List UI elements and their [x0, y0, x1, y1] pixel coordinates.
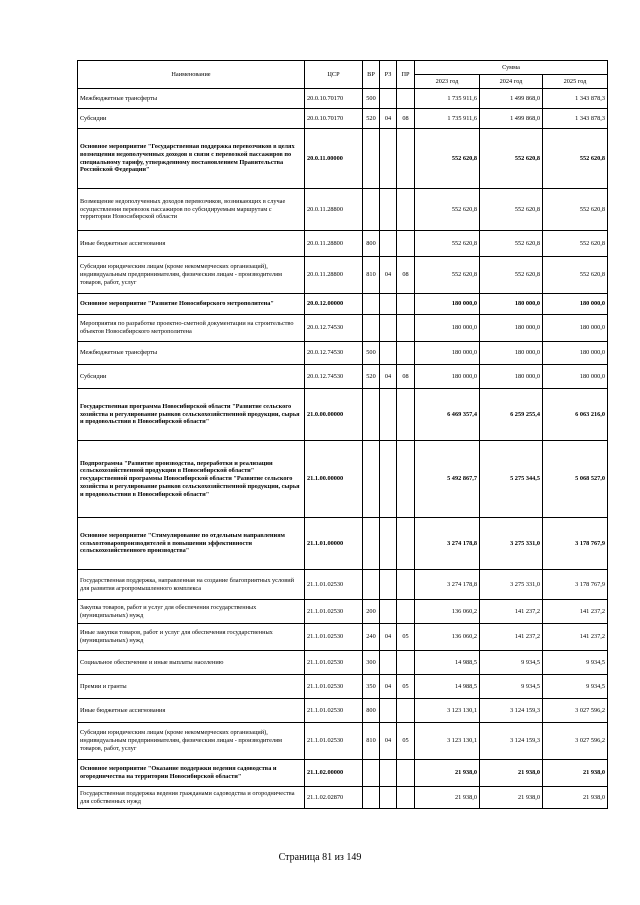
- budget-table: [77, 60, 608, 809]
- cell-sum-2024: 5 275 344,5: [480, 441, 543, 518]
- cell-csr: 20.0.11.28800: [305, 257, 363, 294]
- cell-sum-2024: 3 124 159,3: [480, 723, 543, 760]
- cell-vr: [363, 389, 380, 441]
- cell-pr: [397, 342, 415, 365]
- cell-rz: [380, 389, 397, 441]
- cell-sum-2024: 552 620,8: [480, 129, 543, 189]
- cell-sum-2025: 1 343 878,3: [543, 109, 608, 129]
- cell-vr: 810: [363, 723, 380, 760]
- cell-name: Государственная программа Новосибирской области "Развитие сельского хозяйства и регулирование рынков сельскохозяйственной продукции, сырья и продовольствия в Новосибирской области": [78, 389, 305, 441]
- table-row: [78, 723, 608, 760]
- cell-name: Премии и гранты: [78, 675, 305, 699]
- cell-pr: [397, 600, 415, 624]
- cell-vr: [363, 129, 380, 189]
- header-rz: РЗ: [380, 61, 397, 89]
- cell-vr: [363, 294, 380, 315]
- cell-csr: 20.0.10.70170: [305, 89, 363, 109]
- cell-vr: 500: [363, 89, 380, 109]
- cell-name: Иные бюджетные ассигнования: [78, 231, 305, 257]
- page-number: Страница 81 из 149: [278, 852, 362, 863]
- cell-name: Субсидии: [78, 365, 305, 389]
- cell-rz: [380, 231, 397, 257]
- cell-sum-2025: 552 620,8: [543, 189, 608, 231]
- cell-pr: [397, 760, 415, 787]
- cell-sum-2023: 3 123 130,1: [415, 699, 480, 723]
- table-row: [78, 231, 608, 257]
- cell-sum-2025: 552 620,8: [543, 257, 608, 294]
- table-body: [78, 89, 608, 809]
- cell-vr: 800: [363, 231, 380, 257]
- table-row: [78, 699, 608, 723]
- cell-name: Межбюджетные трансферты: [78, 89, 305, 109]
- cell-sum-2023: 180 000,0: [415, 315, 480, 342]
- cell-sum-2024: 3 124 159,3: [480, 699, 543, 723]
- cell-vr: 200: [363, 600, 380, 624]
- cell-rz: [380, 570, 397, 600]
- cell-vr: 810: [363, 257, 380, 294]
- cell-csr: 21.1.01.02530: [305, 723, 363, 760]
- cell-sum-2024: 141 237,2: [480, 600, 543, 624]
- cell-vr: 350: [363, 675, 380, 699]
- cell-sum-2025: 180 000,0: [543, 294, 608, 315]
- cell-sum-2025: 552 620,8: [543, 129, 608, 189]
- cell-vr: 800: [363, 699, 380, 723]
- cell-name: Межбюджетные трансферты: [78, 342, 305, 365]
- cell-csr: 20.0.11.00000: [305, 129, 363, 189]
- cell-csr: 20.0.12.00000: [305, 294, 363, 315]
- table-row: [78, 294, 608, 315]
- table-row: [78, 315, 608, 342]
- cell-csr: 20.0.12.74530: [305, 315, 363, 342]
- cell-rz: [380, 651, 397, 675]
- cell-vr: [363, 518, 380, 570]
- header-sum: Сумма: [415, 61, 608, 75]
- cell-sum-2023: 14 988,5: [415, 651, 480, 675]
- cell-name: Социальное обеспечение и иные выплаты населению: [78, 651, 305, 675]
- cell-vr: [363, 570, 380, 600]
- cell-sum-2024: 3 275 331,0: [480, 570, 543, 600]
- cell-vr: [363, 760, 380, 787]
- cell-sum-2023: 136 060,2: [415, 600, 480, 624]
- cell-rz: [380, 315, 397, 342]
- cell-sum-2024: 1 499 868,0: [480, 109, 543, 129]
- cell-vr: [363, 189, 380, 231]
- cell-pr: [397, 570, 415, 600]
- cell-name: Субсидии юридическим лицам (кроме некоммерческих организаций), индивидуальным предпринимателям, физическим лицам - производителям товаров, работ, услуг: [78, 723, 305, 760]
- cell-csr: 20.0.11.28800: [305, 231, 363, 257]
- cell-name: Основное мероприятие "Государственная поддержка перевозчиков в целях возмещения недополученных доходов в связи с перевозкой пассажиров по специальному тарифу, утвержденному постановлением Правительства Российской Федерации": [78, 129, 305, 189]
- cell-sum-2025: 1 343 878,3: [543, 89, 608, 109]
- cell-sum-2024: 9 934,5: [480, 651, 543, 675]
- cell-rz: 04: [380, 624, 397, 651]
- cell-sum-2024: 180 000,0: [480, 294, 543, 315]
- cell-sum-2025: 3 178 767,9: [543, 570, 608, 600]
- cell-rz: [380, 342, 397, 365]
- cell-sum-2024: 6 259 255,4: [480, 389, 543, 441]
- cell-pr: [397, 231, 415, 257]
- cell-pr: 05: [397, 624, 415, 651]
- cell-csr: 20.0.10.70170: [305, 109, 363, 129]
- cell-vr: 520: [363, 365, 380, 389]
- cell-pr: [397, 518, 415, 570]
- cell-sum-2025: 9 934,5: [543, 651, 608, 675]
- table-row: [78, 257, 608, 294]
- table-row: [78, 342, 608, 365]
- cell-pr: 05: [397, 675, 415, 699]
- cell-sum-2025: 180 000,0: [543, 342, 608, 365]
- cell-pr: 08: [397, 365, 415, 389]
- table-row: [78, 787, 608, 809]
- cell-rz: [380, 518, 397, 570]
- cell-sum-2025: 5 068 527,0: [543, 441, 608, 518]
- cell-csr: 21.1.01.02530: [305, 699, 363, 723]
- cell-sum-2024: 552 620,8: [480, 231, 543, 257]
- cell-name: Государственная поддержка, направленная на создание благоприятных условий для развития агропромышленного комплекса: [78, 570, 305, 600]
- cell-name: Основное мероприятие "Развитие Новосибирского метрополитена": [78, 294, 305, 315]
- cell-sum-2023: 3 123 130,1: [415, 723, 480, 760]
- cell-name: Субсидии юридическим лицам (кроме некоммерческих организаций), индивидуальным предпринимателям, физическим лицам - производителям товаров, работ, услуг: [78, 257, 305, 294]
- table-row: [78, 389, 608, 441]
- header-year-2023: 2023 год: [415, 75, 480, 89]
- cell-sum-2023: 552 620,8: [415, 257, 480, 294]
- cell-name: Мероприятия по разработке проектно-сметной документации на строительство объектов Новосибирского метрополитена: [78, 315, 305, 342]
- cell-sum-2024: 9 934,5: [480, 675, 543, 699]
- cell-pr: [397, 699, 415, 723]
- table-row: [78, 365, 608, 389]
- cell-name: Возмещение недополученных доходов перевозчиков, возникающих в случае осуществления перевозок пассажиров по субсидируемым маршрутам с территории Новосибирской области: [78, 189, 305, 231]
- cell-sum-2023: 6 469 357,4: [415, 389, 480, 441]
- cell-sum-2023: 1 735 911,6: [415, 109, 480, 129]
- cell-sum-2024: 141 237,2: [480, 624, 543, 651]
- cell-sum-2023: 14 988,5: [415, 675, 480, 699]
- table-row: [78, 600, 608, 624]
- cell-vr: [363, 787, 380, 809]
- cell-sum-2023: 552 620,8: [415, 189, 480, 231]
- cell-name: Государственная поддержка ведения гражданами садоводства и огородничества для собственных нужд: [78, 787, 305, 809]
- table-row: [78, 129, 608, 189]
- cell-pr: 08: [397, 109, 415, 129]
- table-row: [78, 109, 608, 129]
- cell-csr: 21.1.02.02870: [305, 787, 363, 809]
- cell-csr: 21.1.01.02530: [305, 600, 363, 624]
- cell-csr: 21.1.01.02530: [305, 651, 363, 675]
- cell-rz: [380, 294, 397, 315]
- cell-sum-2025: 141 237,2: [543, 624, 608, 651]
- cell-sum-2024: 552 620,8: [480, 189, 543, 231]
- table-row: [78, 441, 608, 518]
- cell-vr: 240: [363, 624, 380, 651]
- cell-sum-2024: 180 000,0: [480, 365, 543, 389]
- cell-sum-2024: 21 938,0: [480, 760, 543, 787]
- cell-rz: 04: [380, 257, 397, 294]
- cell-sum-2025: 141 237,2: [543, 600, 608, 624]
- cell-csr: 21.0.00.00000: [305, 389, 363, 441]
- cell-sum-2025: 180 000,0: [543, 365, 608, 389]
- cell-rz: 04: [380, 109, 397, 129]
- cell-rz: [380, 129, 397, 189]
- cell-rz: [380, 441, 397, 518]
- table-row: [78, 675, 608, 699]
- cell-csr: 21.1.01.02530: [305, 570, 363, 600]
- cell-sum-2025: 21 938,0: [543, 760, 608, 787]
- table-row: [78, 760, 608, 787]
- cell-csr: 21.1.01.02530: [305, 624, 363, 651]
- cell-vr: 300: [363, 651, 380, 675]
- cell-pr: [397, 651, 415, 675]
- cell-rz: 04: [380, 365, 397, 389]
- cell-sum-2024: 552 620,8: [480, 257, 543, 294]
- cell-sum-2025: 180 000,0: [543, 315, 608, 342]
- table-row: [78, 570, 608, 600]
- cell-sum-2023: 552 620,8: [415, 129, 480, 189]
- cell-sum-2024: 180 000,0: [480, 342, 543, 365]
- cell-pr: [397, 129, 415, 189]
- cell-sum-2023: 21 938,0: [415, 760, 480, 787]
- table-row: [78, 518, 608, 570]
- cell-pr: [397, 441, 415, 518]
- cell-vr: [363, 441, 380, 518]
- cell-name: Иные бюджетные ассигнования: [78, 699, 305, 723]
- cell-rz: [380, 760, 397, 787]
- cell-sum-2024: 3 275 331,0: [480, 518, 543, 570]
- cell-sum-2023: 3 274 178,8: [415, 570, 480, 600]
- cell-sum-2025: 6 063 216,0: [543, 389, 608, 441]
- cell-pr: [397, 294, 415, 315]
- header-year-2024: 2024 год: [480, 75, 543, 89]
- cell-vr: 520: [363, 109, 380, 129]
- cell-sum-2023: 180 000,0: [415, 342, 480, 365]
- cell-csr: 20.0.12.74530: [305, 365, 363, 389]
- cell-sum-2023: 180 000,0: [415, 294, 480, 315]
- cell-sum-2023: 136 060,2: [415, 624, 480, 651]
- cell-csr: 21.1.00.00000: [305, 441, 363, 518]
- cell-sum-2024: 1 499 868,0: [480, 89, 543, 109]
- table-row: [78, 651, 608, 675]
- cell-name: Подпрограмма "Развитие производства, переработки и реализации сельскохозяйственной продукции в Новосибирской области" государственной программы Новосибирской области "Развитие сельского хозяйства и регулирование рынков сельскохозяйственной продукции, сырья и продовольствия в Новосибирской области": [78, 441, 305, 518]
- cell-sum-2023: 5 492 867,7: [415, 441, 480, 518]
- cell-csr: 20.0.11.28800: [305, 189, 363, 231]
- cell-name: Закупка товаров, работ и услуг для обеспечения государственных (муниципальных) нужд: [78, 600, 305, 624]
- cell-csr: 21.1.01.00000: [305, 518, 363, 570]
- cell-csr: 21.1.01.02530: [305, 675, 363, 699]
- cell-sum-2025: 21 938,0: [543, 787, 608, 809]
- header-name: Наименование: [78, 61, 305, 89]
- cell-name: Основное мероприятие "Стимулирование по отдельным направлениям сельхозтоваропроизводителей в повышении эффективности сельскохозяйственного производства": [78, 518, 305, 570]
- cell-sum-2024: 180 000,0: [480, 315, 543, 342]
- cell-pr: 05: [397, 723, 415, 760]
- table-row: [78, 89, 608, 109]
- cell-rz: [380, 600, 397, 624]
- cell-pr: [397, 189, 415, 231]
- cell-sum-2025: 9 934,5: [543, 675, 608, 699]
- cell-rz: [380, 189, 397, 231]
- cell-name: Основное мероприятие "Оказание поддержки ведения садоводства и огородничества на территории Новосибирской области": [78, 760, 305, 787]
- cell-pr: [397, 315, 415, 342]
- table-row: [78, 624, 608, 651]
- table-row: [78, 189, 608, 231]
- cell-pr: [397, 389, 415, 441]
- cell-sum-2024: 21 938,0: [480, 787, 543, 809]
- cell-sum-2025: 3 178 767,9: [543, 518, 608, 570]
- cell-sum-2025: 3 027 596,2: [543, 723, 608, 760]
- cell-rz: 04: [380, 723, 397, 760]
- cell-sum-2023: 552 620,8: [415, 231, 480, 257]
- cell-pr: [397, 89, 415, 109]
- cell-vr: [363, 315, 380, 342]
- cell-vr: 500: [363, 342, 380, 365]
- cell-rz: 04: [380, 675, 397, 699]
- cell-sum-2023: 1 735 911,6: [415, 89, 480, 109]
- header-pr: ПР: [397, 61, 415, 89]
- cell-name: Иные закупки товаров, работ и услуг для обеспечения государственных (муниципальных) нужд: [78, 624, 305, 651]
- cell-csr: 21.1.02.00000: [305, 760, 363, 787]
- cell-name: Субсидии: [78, 109, 305, 129]
- cell-sum-2023: 3 274 178,8: [415, 518, 480, 570]
- cell-rz: [380, 787, 397, 809]
- cell-sum-2025: 3 027 596,2: [543, 699, 608, 723]
- cell-sum-2023: 180 000,0: [415, 365, 480, 389]
- cell-csr: 20.0.12.74530: [305, 342, 363, 365]
- cell-rz: [380, 89, 397, 109]
- cell-pr: 08: [397, 257, 415, 294]
- cell-pr: [397, 787, 415, 809]
- cell-sum-2025: 552 620,8: [543, 231, 608, 257]
- header-csr: ЦСР: [305, 61, 363, 89]
- header-year-2025: 2025 год: [543, 75, 608, 89]
- cell-rz: [380, 699, 397, 723]
- header-vr: ВР: [363, 61, 380, 89]
- cell-sum-2023: 21 938,0: [415, 787, 480, 809]
